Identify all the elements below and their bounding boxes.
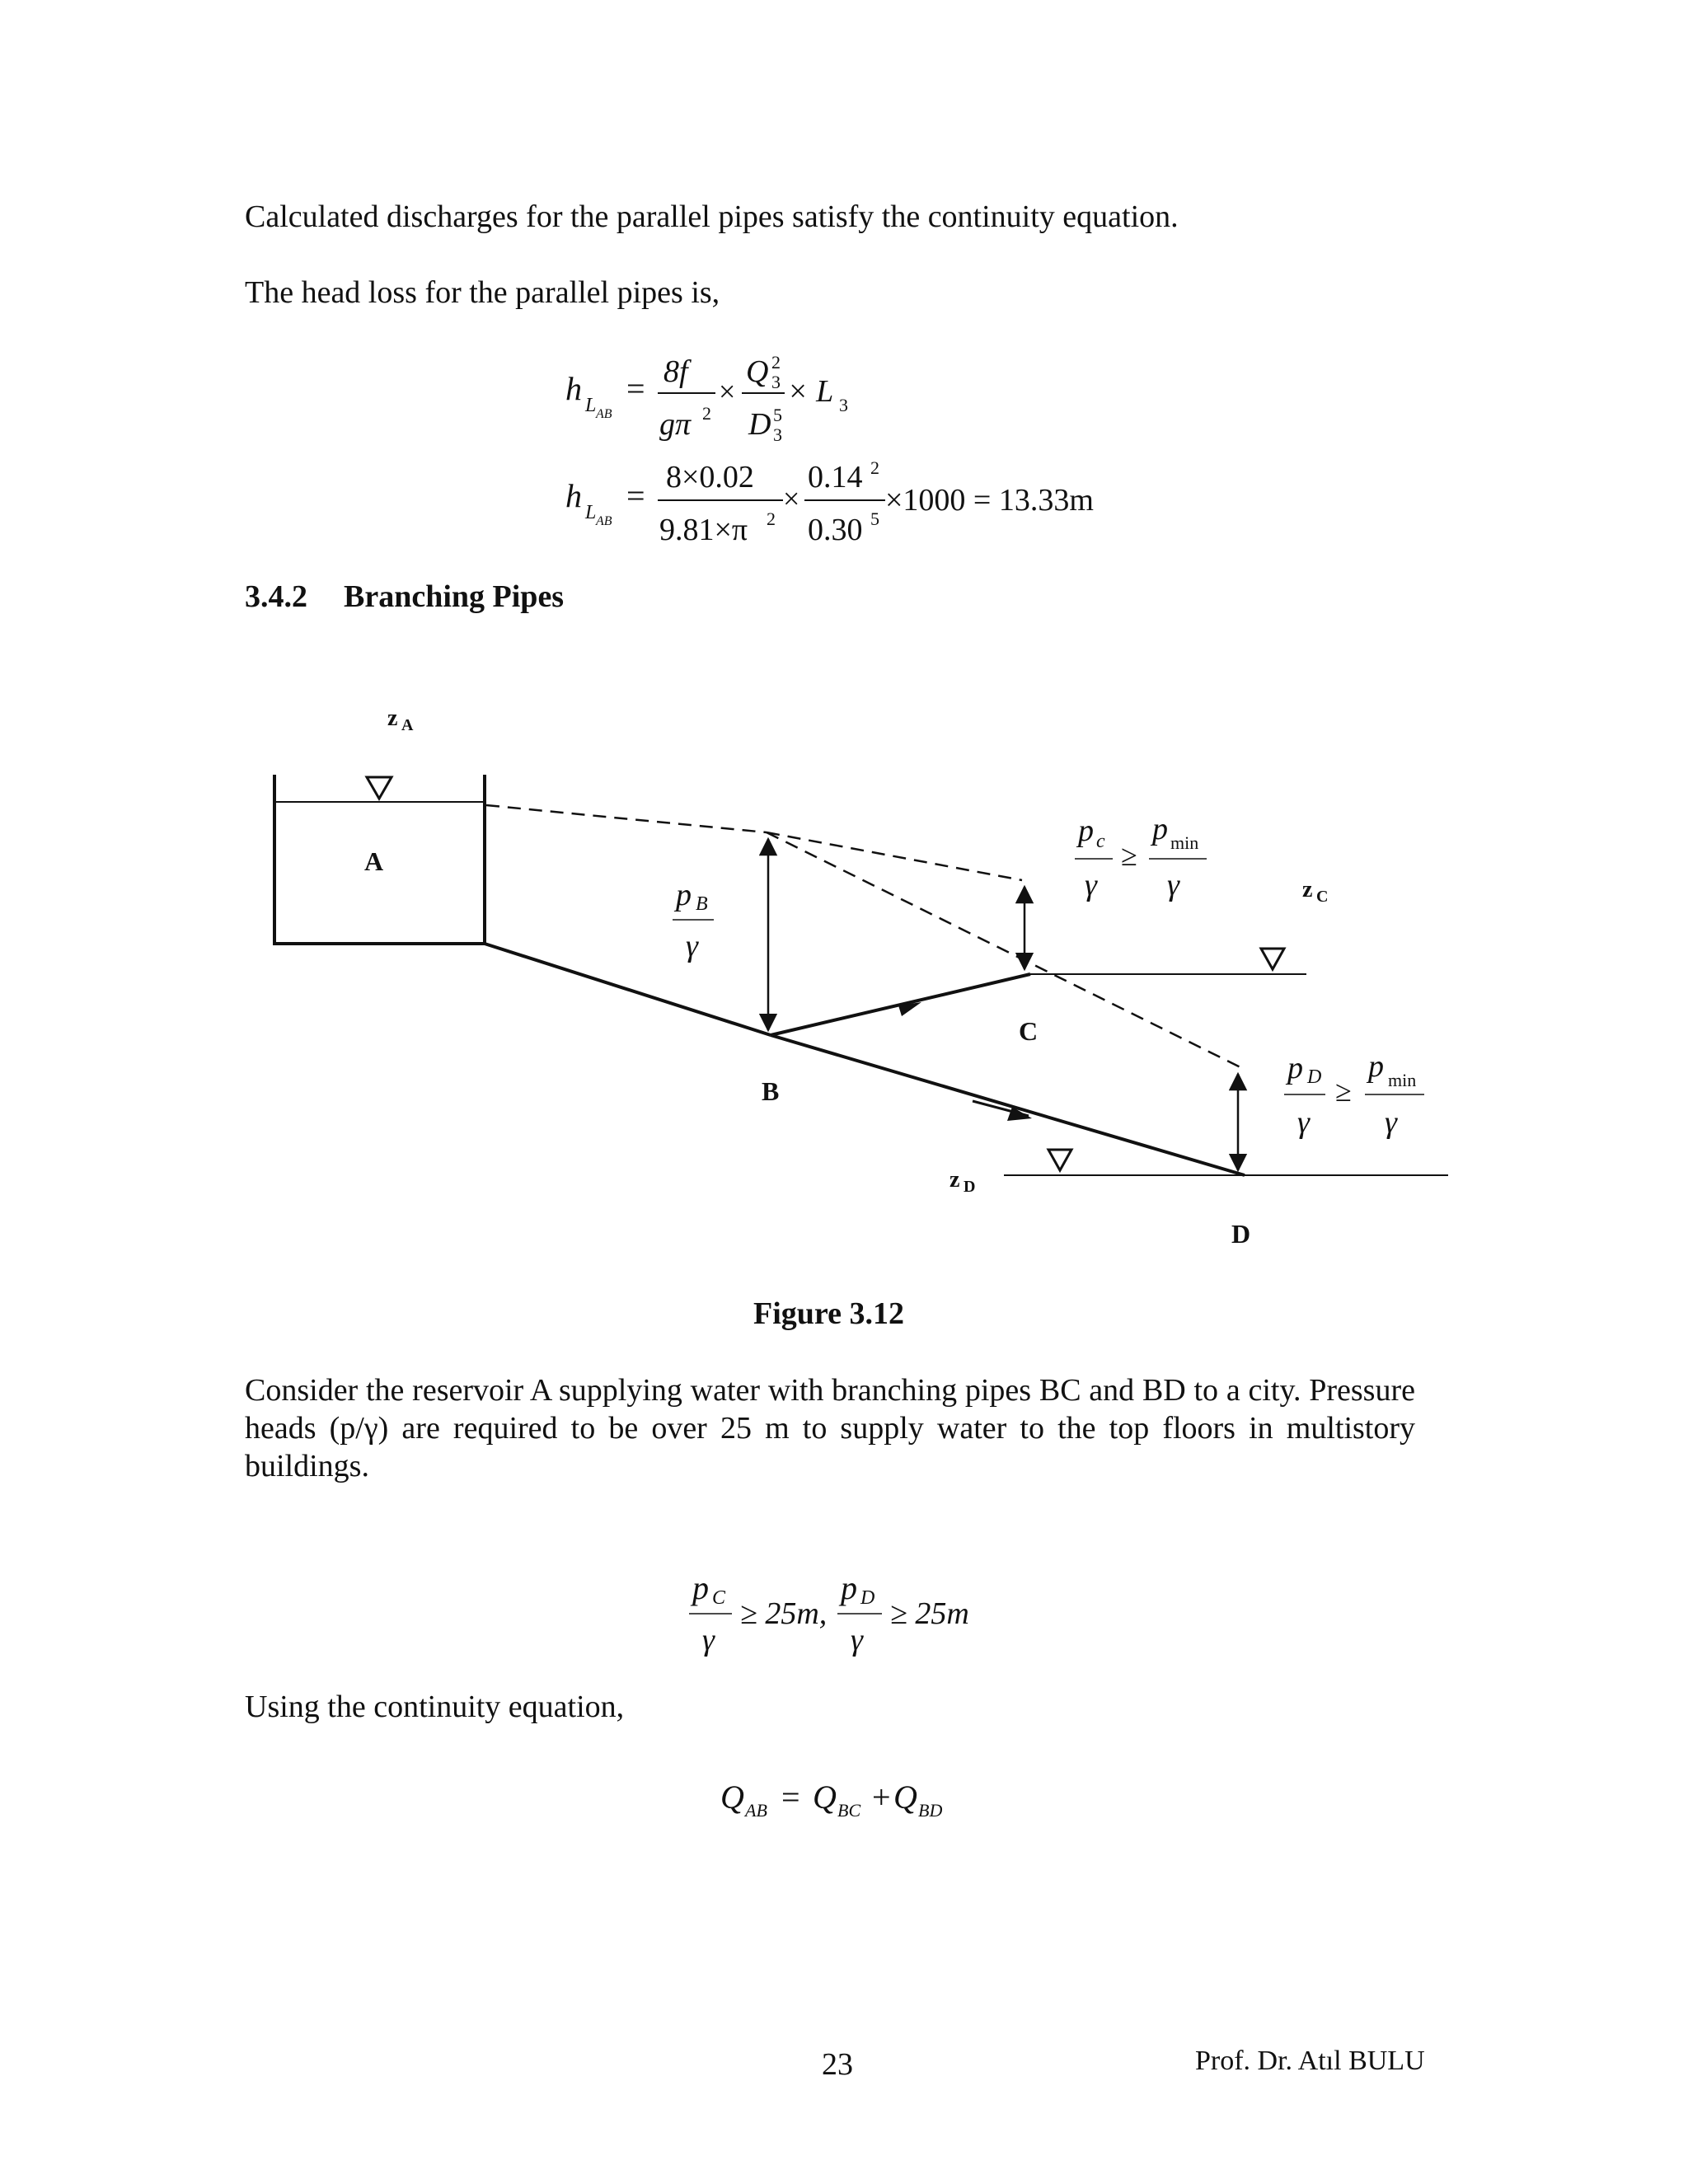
hgl-bc bbox=[767, 832, 1022, 880]
svg-text:2: 2 bbox=[771, 352, 781, 373]
svg-text:5: 5 bbox=[773, 405, 782, 425]
svg-text:2: 2 bbox=[870, 457, 879, 478]
svg-text:γ: γ bbox=[1385, 1105, 1397, 1140]
svg-text:B: B bbox=[696, 893, 708, 915]
water-level-triangle-c bbox=[1261, 949, 1284, 969]
svg-text:Q: Q bbox=[720, 1779, 744, 1816]
figure-caption: Figure 3.12 bbox=[753, 1296, 904, 1331]
label-a: A bbox=[364, 846, 384, 876]
svg-text:BD: BD bbox=[918, 1800, 943, 1821]
label-d: D bbox=[1231, 1219, 1251, 1249]
svg-text:min: min bbox=[1170, 832, 1199, 853]
svg-text:3: 3 bbox=[773, 424, 782, 445]
svg-text:gπ: gπ bbox=[659, 407, 692, 442]
svg-text:0.14: 0.14 bbox=[808, 460, 863, 494]
svg-text:2: 2 bbox=[702, 403, 711, 424]
svg-text:D: D bbox=[860, 1587, 875, 1609]
svg-text:5: 5 bbox=[870, 509, 879, 529]
svg-text:=: = bbox=[781, 1779, 800, 1816]
paragraph-continuity-equation: Using the continuity equation, bbox=[245, 1690, 625, 1724]
section-title: Branching Pipes bbox=[344, 579, 565, 614]
paragraph-continuity: Calculated discharges for the parallel pipes satisfy the continuity equation. bbox=[245, 199, 1179, 234]
svg-text:AB: AB bbox=[745, 1800, 767, 1821]
water-level-triangle-d bbox=[1048, 1150, 1071, 1170]
svg-text:× L: × L bbox=[787, 374, 834, 409]
svg-text:γ: γ bbox=[1297, 1105, 1310, 1140]
svg-text:p: p bbox=[1078, 813, 1094, 848]
branching-pipes-figure bbox=[0, 692, 1688, 1269]
svg-text:×: × bbox=[783, 482, 800, 515]
label-pc-condition bbox=[1075, 812, 1207, 902]
svg-text:γ: γ bbox=[1085, 868, 1097, 902]
paragraph-reservoir: Consider the reservoir A supplying water with branching pipes BC and BD to a city. Pressure heads (p/γ) are required to be over 25 m to supply water to the top floors in multistory buildings. bbox=[245, 1373, 1415, 1483]
label-c: C bbox=[1019, 1016, 1039, 1046]
pipe-bd bbox=[771, 1035, 1245, 1175]
svg-text:p: p bbox=[1152, 812, 1168, 846]
svg-text:8×0.02: 8×0.02 bbox=[666, 460, 754, 494]
svg-text:C: C bbox=[712, 1587, 726, 1609]
svg-text:p: p bbox=[1368, 1049, 1384, 1084]
svg-text:×1000 = 13.33m: ×1000 = 13.33m bbox=[885, 483, 1094, 518]
svg-text:γ: γ bbox=[851, 1623, 863, 1657]
svg-text:≥ 25m: ≥ 25m bbox=[890, 1596, 969, 1631]
page-number: 23 bbox=[822, 2047, 853, 2082]
label-zd: z bbox=[950, 1167, 960, 1193]
label-zc: z bbox=[1302, 877, 1313, 902]
label-pd-condition bbox=[1284, 1049, 1424, 1140]
paragraph-head-loss: The head loss for the parallel pipes is, bbox=[245, 275, 720, 310]
svg-text:L: L bbox=[585, 395, 597, 416]
svg-text:p: p bbox=[692, 1569, 709, 1606]
svg-text:D: D bbox=[748, 407, 771, 442]
svg-text:9.81×π: 9.81×π bbox=[659, 513, 748, 547]
svg-text:0.30: 0.30 bbox=[808, 513, 863, 547]
svg-text:γ: γ bbox=[1167, 868, 1179, 902]
svg-text:=: = bbox=[626, 477, 645, 514]
svg-text:+: + bbox=[872, 1779, 891, 1816]
svg-text:Q: Q bbox=[813, 1779, 837, 1816]
label-pb-gamma bbox=[673, 878, 714, 963]
svg-text:c: c bbox=[1096, 831, 1105, 852]
svg-text:h: h bbox=[565, 477, 582, 514]
head-loss-calculation bbox=[565, 457, 1094, 547]
svg-text:AB: AB bbox=[596, 514, 612, 528]
svg-text:p: p bbox=[841, 1569, 857, 1606]
water-level-triangle-a bbox=[367, 777, 392, 799]
head-loss-formula bbox=[565, 352, 848, 445]
svg-text:γ: γ bbox=[702, 1623, 715, 1657]
svg-text:Q: Q bbox=[893, 1779, 917, 1816]
svg-text:3: 3 bbox=[839, 395, 848, 415]
svg-text:C: C bbox=[1316, 888, 1329, 906]
label-zA: z bbox=[387, 705, 398, 731]
svg-text:D: D bbox=[1307, 1066, 1322, 1088]
svg-text:γ: γ bbox=[686, 929, 698, 963]
svg-text:p: p bbox=[676, 878, 692, 912]
svg-text:2: 2 bbox=[767, 509, 776, 529]
svg-text:≥ 25m,: ≥ 25m, bbox=[740, 1596, 828, 1631]
svg-text:D: D bbox=[964, 1178, 976, 1196]
head-loss-equations bbox=[536, 342, 1162, 556]
svg-text:AB: AB bbox=[596, 407, 612, 421]
svg-text:≥: ≥ bbox=[1121, 839, 1137, 872]
svg-text:A: A bbox=[401, 716, 414, 734]
svg-text:min: min bbox=[1388, 1070, 1417, 1090]
pressure-requirement-equation bbox=[676, 1558, 1022, 1665]
svg-text:=: = bbox=[626, 370, 645, 407]
label-b: B bbox=[762, 1076, 780, 1106]
pipe-bc bbox=[771, 974, 1030, 1035]
author-footer: Prof. Dr. Atıl BULU bbox=[1195, 2046, 1425, 2076]
svg-text:h: h bbox=[565, 370, 582, 407]
svg-text:≥: ≥ bbox=[1335, 1075, 1352, 1108]
svg-text:BC: BC bbox=[837, 1800, 861, 1821]
pipe-ab bbox=[485, 944, 771, 1035]
svg-text:×: × bbox=[719, 375, 736, 408]
svg-text:8f: 8f bbox=[663, 354, 688, 389]
svg-text:3: 3 bbox=[771, 372, 781, 392]
section-number: 3.4.2 bbox=[245, 579, 307, 614]
hgl-ab bbox=[486, 805, 767, 832]
svg-text:Q: Q bbox=[746, 354, 769, 389]
svg-text:p: p bbox=[1287, 1051, 1303, 1085]
reservoir-a bbox=[273, 775, 486, 944]
continuity-equation bbox=[709, 1764, 1006, 1830]
svg-text:L: L bbox=[585, 502, 597, 523]
